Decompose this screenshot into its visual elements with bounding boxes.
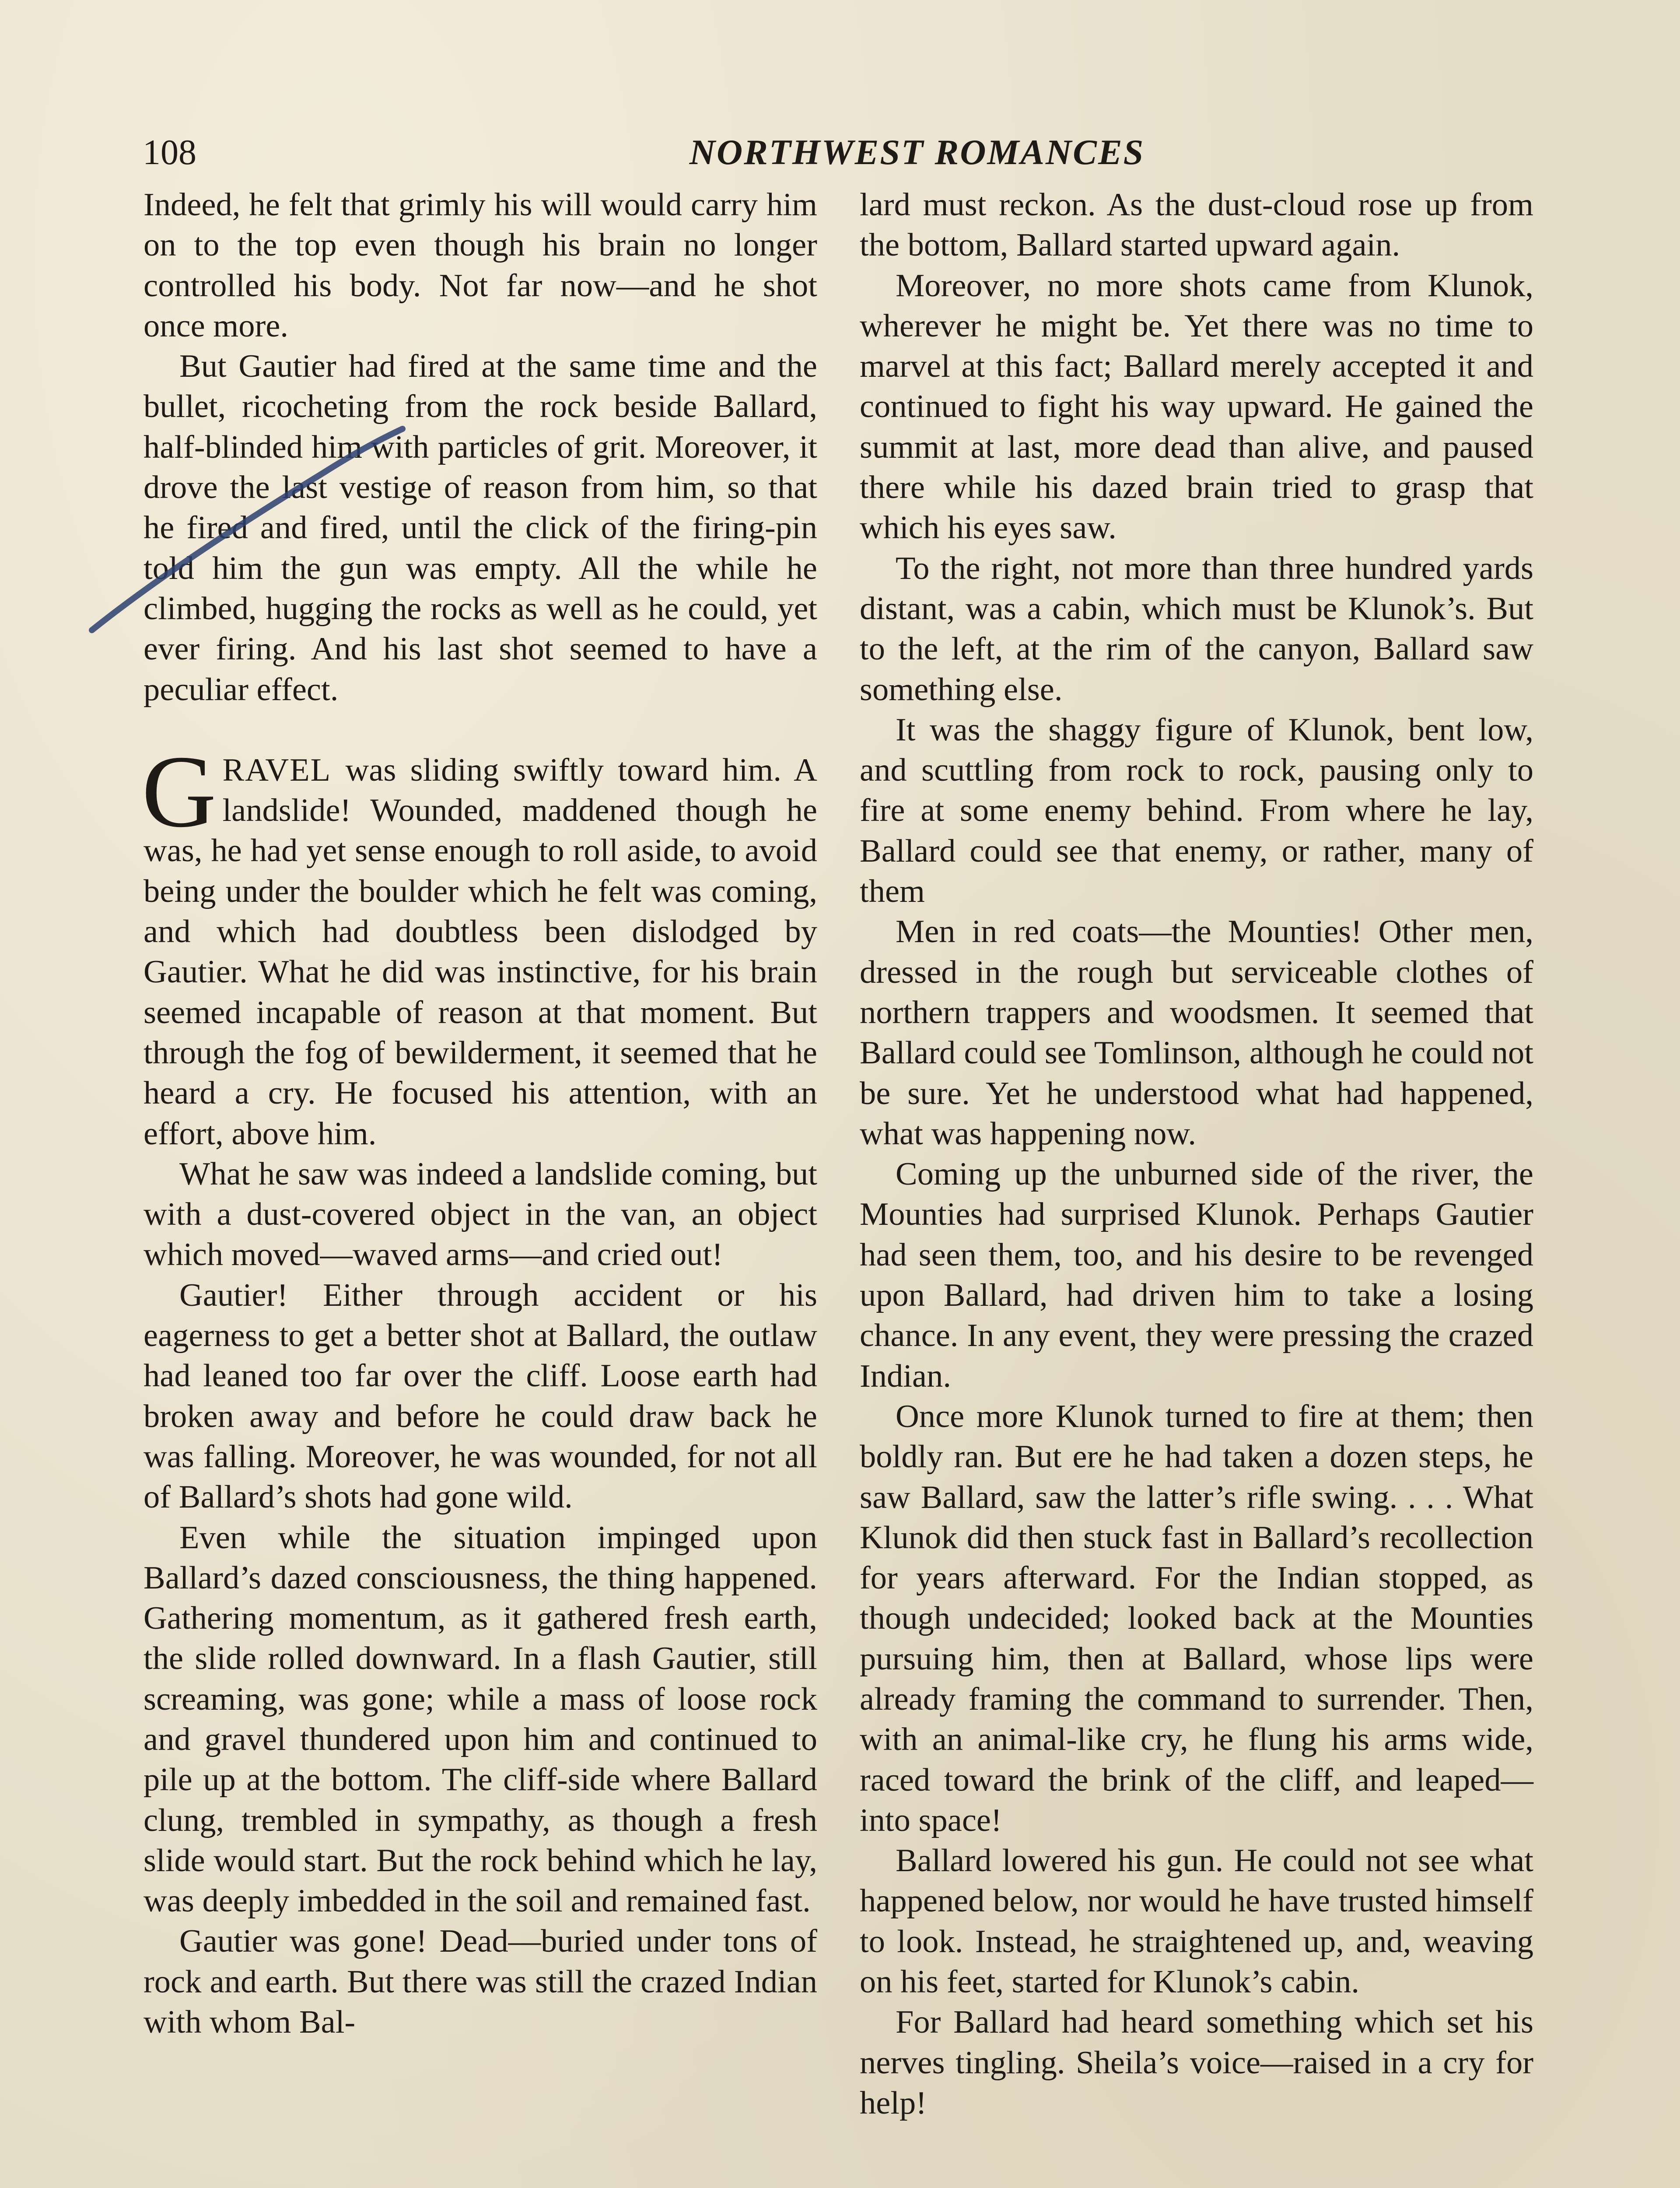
paragraph: Indeed, he felt that grimly his will would carry him on to the top even though his brain no longer controlled his body. Not far now—and he shot once more. — [144, 187, 817, 344]
paragraph-text: was sliding swiftly toward him. A landslide! Wounded, maddened though he was, he had yet sense enough to roll aside, to avoid being under the boulder which he felt was coming, and which had doubtless been dislodged by Gautier. What he did was instinctive, for his brain seemed incapable of reason at that moment. But through the fog of bewilderment, it seemed that he heard a cry. He focused his attention, with an effort, above him. — [144, 752, 817, 1152]
paragraph: But Gautier had fired at the same time and the bullet, ricocheting from the rock beside Ballard, half-blinded him with particles of grit. Moreover, it drove the last vestige of reason from him, so that he fired and fired, until the click of the firing-pin told him the gun was empty. All the while he climbed, hugging the rocks as well as he could, yet ever firing. And his last shot seemed to have a peculiar effect. — [144, 348, 817, 708]
paragraph: Moreover, no more shots came from Klunok, wherever he might be. Yet there was no time to marvel at this fact; Ballard merely accepted it and continued to fight his way upward. He gained the summit at last, more dead than alive, and paused there while his dazed brain tried to grasp that which his eyes saw. — [860, 267, 1533, 546]
page-number: 108 — [143, 132, 196, 172]
paragraph: Gautier! Either through accident or his eagerness to get a better shot at Ballard, the outlaw had leaned too far over the cliff. Loose earth had broken away and before he could draw back he was falling. Moreover, he was wounded, for not all of Ballard’s shots had gone wild. — [144, 1277, 817, 1515]
paragraph: Even while the situation impinged upon Ballard’s dazed consciousness, the thing happened. Gathering momentum, as it gathered fresh earth, the slide rolled downward. In a flash Gautier, still screaming, was gone; while a mass of loose rock and gravel thundered upon him and continued to pile up at the bottom. The cliff-side where Ballard clung, trembled in sympathy, as though a fresh slide would start. But the rock behind which he lay, was deeply imbedded in the soil and remained fast. — [144, 1519, 817, 1919]
paragraph: lard must reckon. As the dust-cloud rose up from the bottom, Ballard started upward again. — [860, 187, 1533, 263]
running-title: NORTHWEST ROMANCES — [689, 132, 1145, 172]
paragraph: Gautier was gone! Dead—buried under tons of rock and earth. But there was still the crazed Indian with whom Bal- — [144, 1923, 817, 2041]
paragraph: Ballard lowered his gun. He could not see what happened below, nor would he have trusted himself to look. Instead, he straightened up, and, weaving on his feet, started for Klunok’s cabin. — [860, 1843, 1533, 2000]
drop-cap: G — [142, 734, 217, 849]
paragraph-dropcap — [142, 734, 817, 1154]
paragraph: Men in red coats—the Mounties! Other men, dressed in the rough but serviceable clothes of northern trappers and woodsmen. It seemed that Ballard could see Tomlinson, although he could not be sure. Yet he understood what had happened, what was happening now. — [860, 914, 1533, 1152]
paragraph: For Ballard had heard something which set his nerves tingling. Sheila’s voice—raised in a cry for help! — [860, 2004, 1533, 2121]
section-break — [144, 710, 817, 750]
left-column — [144, 185, 817, 2042]
paragraph: Once more Klunok turned to fire at them; then boldly ran. But ere he had taken a dozen steps, he saw Ballard, saw the latter’s rifle swing. . . . What Klunok did then stuck fast in Ballard’s recollection for years afterward. For the Indian stopped, as though undecided; looked back at the Mounties pursuing him, then at Ballard, whose lips were already framing the command to surrender. Then, with an animal-like cry, he flung his arms wide, raced toward the brink of the cliff, and leaped—into space! — [860, 1398, 1533, 1838]
page-header — [143, 126, 1538, 179]
right-column — [860, 185, 1533, 2123]
paragraph: It was the shaggy figure of Klunok, bent low, and scuttling from rock to rock, pausing only to fire at some enemy behind. From where he lay, Ballard could see that enemy, or rather, many of them — [860, 712, 1533, 910]
paragraph: What he saw was indeed a landslide coming, but with a dust-covered object in the van, an object which moved—waved arms—and cried out! — [144, 1156, 817, 1273]
drop-cap-lead: RAVEL — [222, 752, 332, 788]
paragraph: To the right, not more than three hundred yards distant, was a cabin, which must be Klunok’s. But to the left, at the rim of the canyon, Ballard saw something else. — [860, 550, 1533, 708]
paragraph: Coming up the unburned side of the river, the Mounties had surprised Klunok. Perhaps Gautier had seen them, too, and his desire to be revenged upon Ballard, had driven him to take a losing chance. In any event, they were pressing the crazed Indian. — [860, 1156, 1533, 1394]
